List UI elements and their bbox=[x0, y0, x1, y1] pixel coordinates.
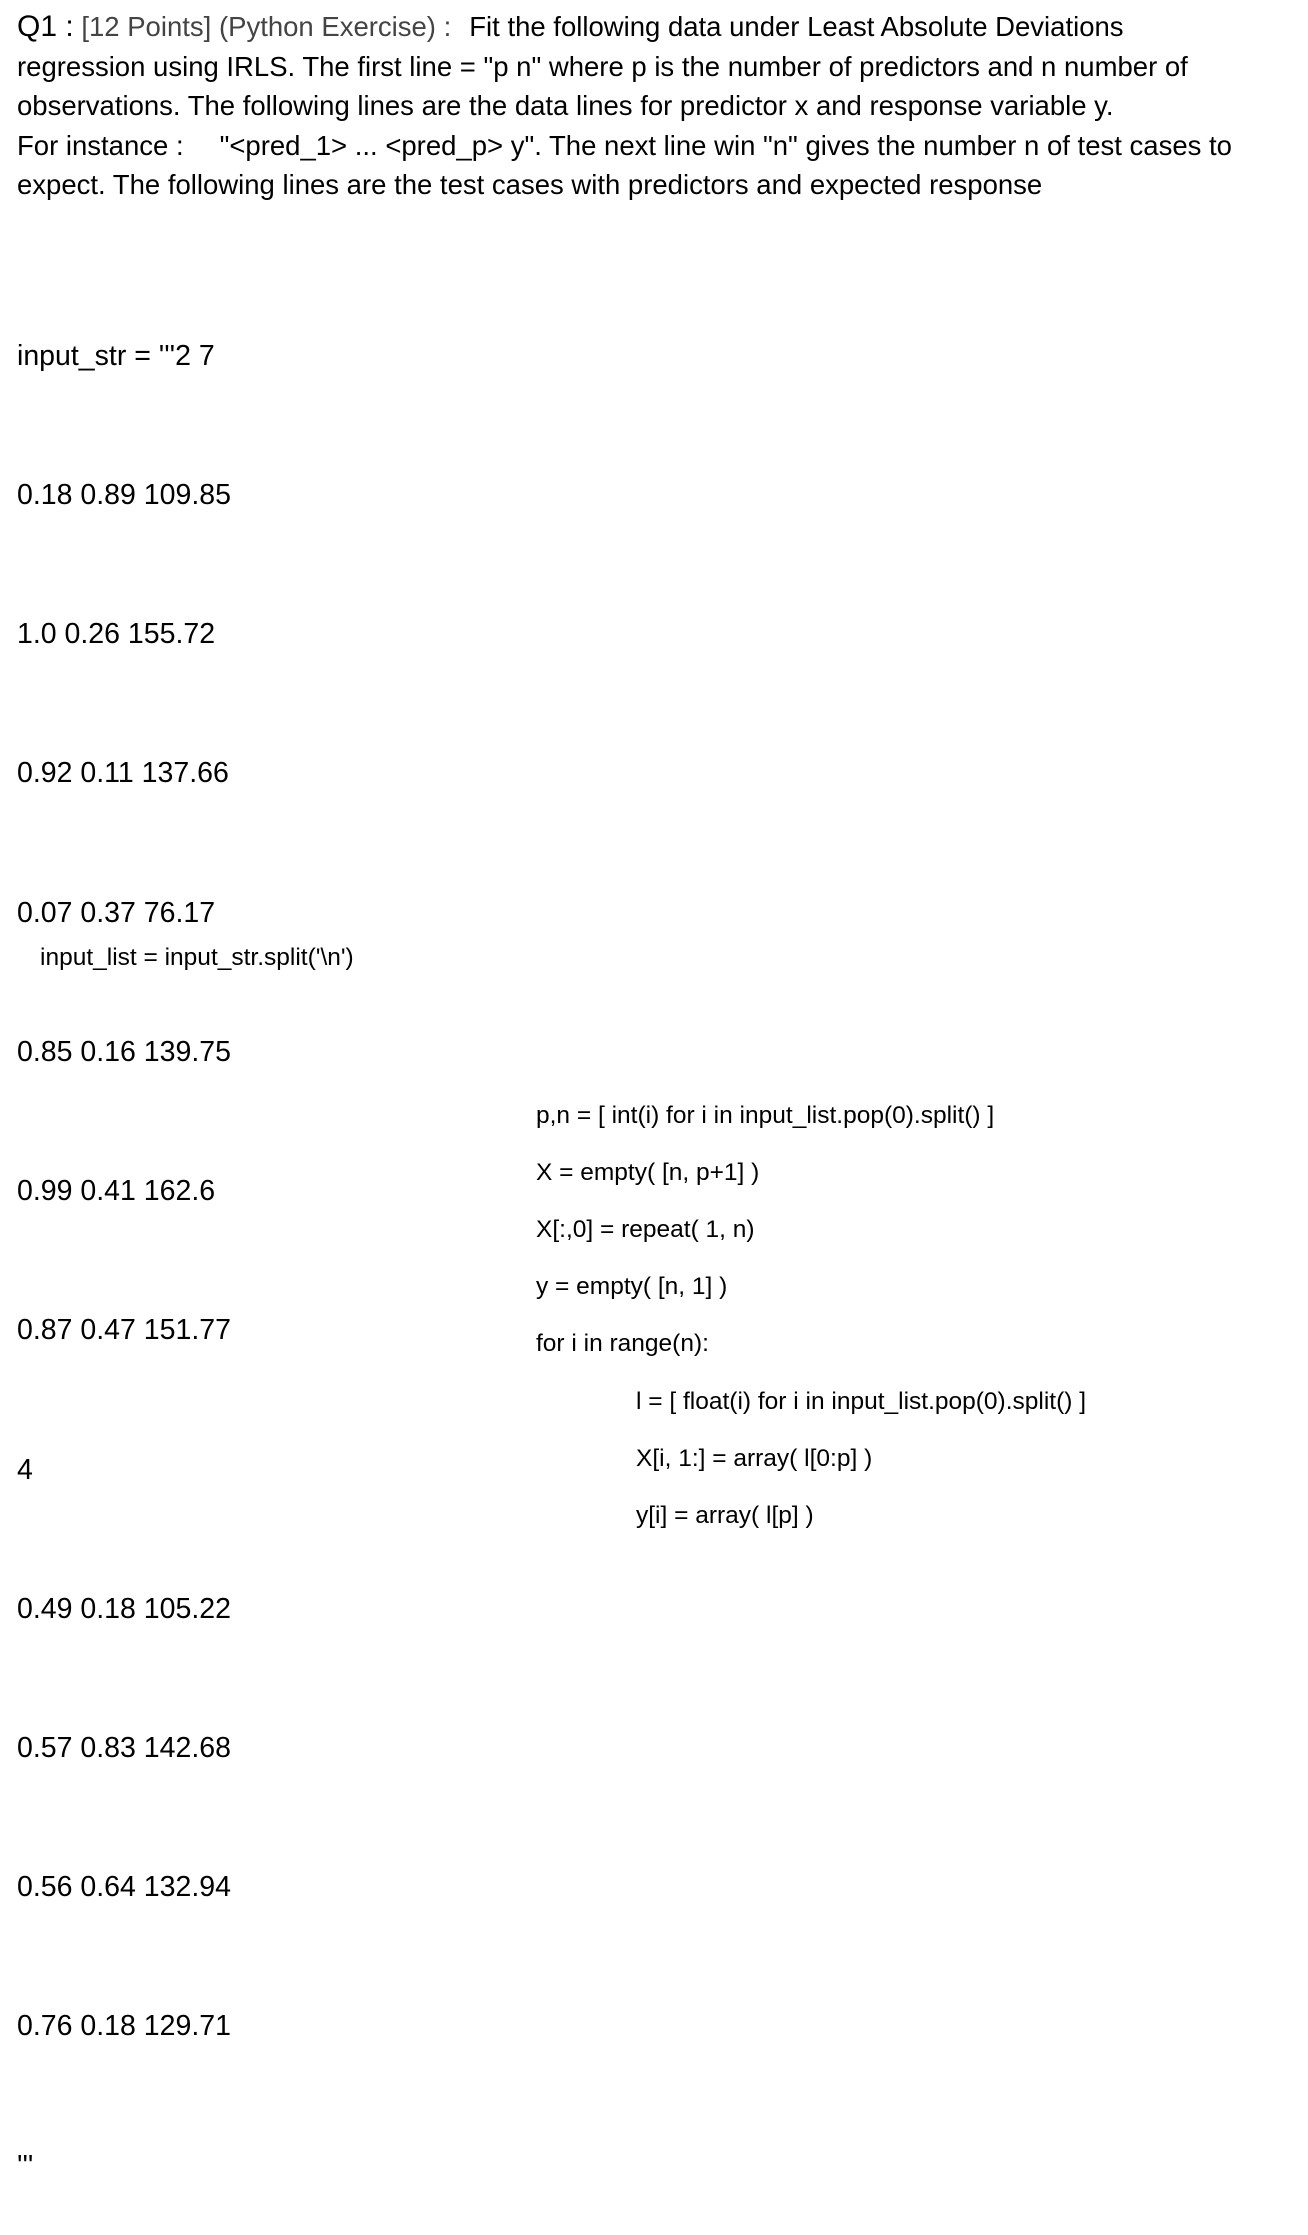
data-line: ''' bbox=[17, 2149, 34, 2182]
data-line: 0.57 0.83 142.68 bbox=[17, 1732, 231, 1764]
data-line: 4 bbox=[17, 1453, 33, 1486]
question-line-2: regression using IRLS. The first line = "p n" where p is the number of predictors and n number of bbox=[17, 50, 1188, 82]
data-line: 0.18 0.89 109.85 bbox=[17, 479, 231, 512]
question-line-1 bbox=[17, 7, 1308, 47]
question-sentence: Fit the following data under Least Absolute Deviations bbox=[469, 11, 1124, 42]
code-line: X = empty( [n, p+1] ) bbox=[536, 1159, 760, 1186]
input-data-block bbox=[17, 240, 231, 2235]
data-line: input_str = '''2 7 bbox=[17, 339, 215, 372]
code-line: y = empty( [n, 1] ) bbox=[536, 1273, 728, 1300]
code-line-indented: l = [ float(i) for i in input_list.pop(0).split() ] bbox=[636, 1388, 1087, 1415]
data-line: 0.49 0.18 105.22 bbox=[17, 1592, 231, 1625]
data-line: 0.07 0.37 76.17 bbox=[17, 896, 216, 929]
question-line-5: expect. The following lines are the test cases with predictors and expected response bbox=[17, 169, 1043, 201]
data-line: 0.56 0.64 132.94 bbox=[17, 1871, 231, 1904]
instance-format: "<pred_1> ... <pred_p> y". The next line win "n" gives the number n of test cases to bbox=[219, 129, 1232, 161]
data-line: 0.92 0.11 137.66 bbox=[17, 757, 229, 790]
code-line: X[:,0] = repeat( 1, n) bbox=[536, 1216, 755, 1243]
question-text bbox=[17, 7, 1308, 205]
code-line: p,n = [ int(i) for i in input_list.pop(0).split() ] bbox=[536, 1102, 995, 1129]
instance-label: For instance : bbox=[17, 129, 184, 161]
question-number: Q1 : bbox=[17, 10, 74, 43]
question-line-4 bbox=[17, 126, 1308, 166]
code-split-line: input_list = input_str.split('\n') bbox=[40, 944, 354, 971]
question-type: (Python Exercise) : bbox=[218, 11, 452, 42]
data-line: 0.99 0.41 162.6 bbox=[17, 1175, 216, 1208]
data-line: 0.76 0.18 129.71 bbox=[17, 2010, 231, 2043]
question-points: [12 Points] bbox=[81, 11, 212, 42]
code-line: for i in range(n): bbox=[536, 1330, 709, 1357]
data-line: 1.0 0.26 155.72 bbox=[17, 618, 216, 651]
data-line: 0.85 0.16 139.75 bbox=[17, 1035, 231, 1068]
data-line: 0.87 0.47 151.77 bbox=[17, 1314, 231, 1347]
code-line-indented: y[i] = array( l[p] ) bbox=[636, 1502, 814, 1529]
code-line-indented: X[i, 1:] = array( l[0:p] ) bbox=[636, 1445, 873, 1472]
question-line-3: observations. The following lines are the data lines for predictor x and response variable y. bbox=[17, 90, 1114, 122]
